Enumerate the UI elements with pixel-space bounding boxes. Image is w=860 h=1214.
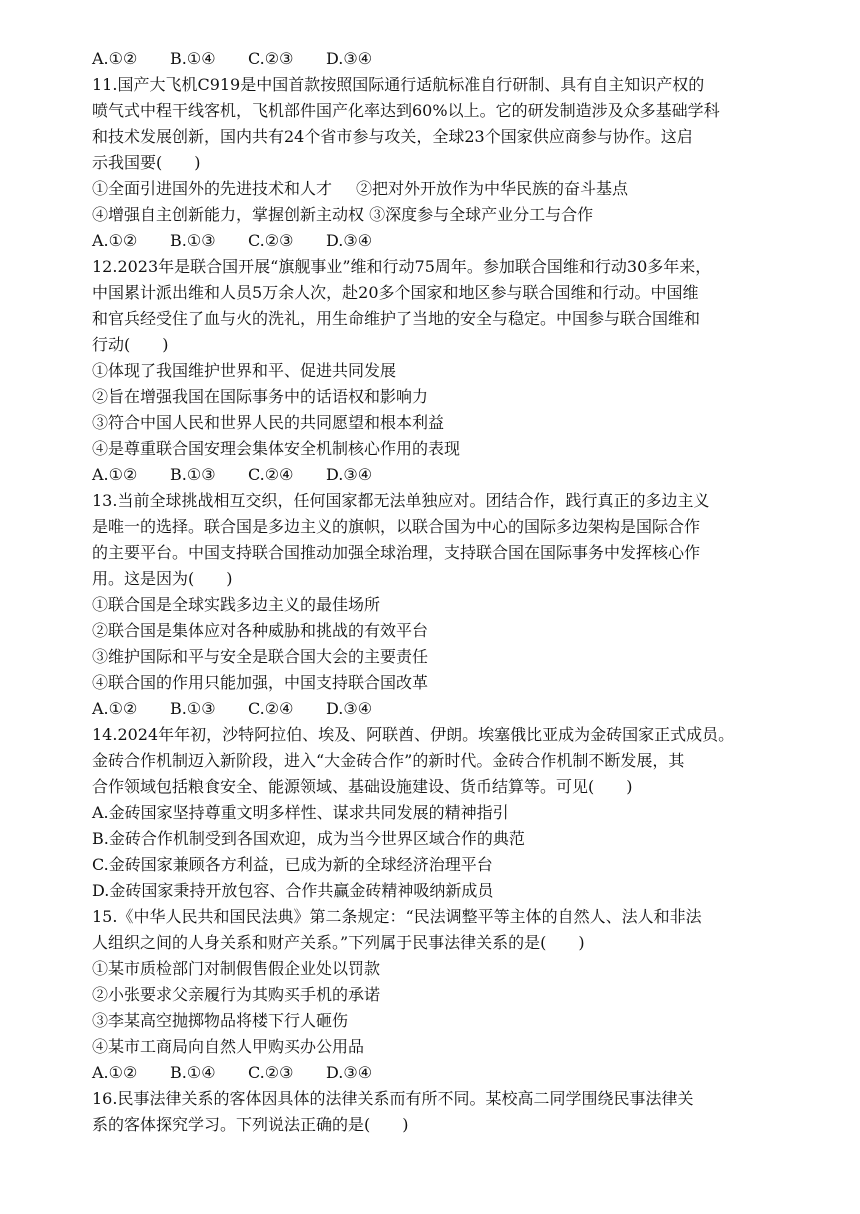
choice-1: ①体现了我国维护世界和平、促进共同发展	[92, 361, 397, 380]
answer-options	[92, 696, 772, 722]
choice-3: ③符合中国人民和世界人民的共同愿望和根本利益	[92, 413, 445, 432]
choice-4: ④某市工商局向自然人甲购买办公用品	[92, 1037, 365, 1056]
question-stem-line: 人组织之间的人身关系和财产关系。”下列属于民事法律关系的是( )	[92, 933, 585, 952]
choice-2: ②小张要求父亲履行为其购买手机的承诺	[92, 985, 381, 1004]
question-stem-line: 喷气式中程干线客机，飞机部件国产化率达到60%以上。它的研发制造涉及众多基础学科	[92, 101, 720, 120]
answer-options	[92, 462, 772, 488]
choice-2: ②旨在增强我国在国际事务中的话语权和影响力	[92, 387, 429, 406]
choice-a: A.金砖国家坚持尊重文明多样性、谋求共同发展的精神指引	[92, 803, 509, 822]
option-a: A.①②	[92, 231, 138, 250]
choice-1: ①某市质检部门对制假售假企业处以罚款	[92, 959, 381, 978]
question-11	[92, 72, 772, 254]
choice-4: ④增强自主创新能力，掌握创新主动权	[92, 205, 365, 224]
answer-options	[92, 228, 772, 254]
choice-b: B.金砖合作机制受到各国欢迎，成为当今世界区域合作的典范	[92, 829, 525, 848]
choice-row	[92, 202, 772, 228]
question-stem-line: 16.民事法律关系的客体因具体的法律关系而有所不同。某校高二同学围绕民事法律关	[92, 1089, 694, 1108]
option-a: A.①②	[92, 465, 138, 484]
question-stem-line: 中国累计派出维和人员5万余人次，赴20多个国家和地区参与联合国维和行动。中国维	[92, 283, 699, 302]
question-stem-line: 14.2024年年初，沙特阿拉伯、埃及、阿联酋、伊朗。埃塞俄比亚成为金砖国家正式成员。	[92, 725, 735, 744]
option-b: B.①③	[170, 231, 216, 250]
option-b: B.①④	[170, 1063, 216, 1082]
choice-3: ③李某高空抛掷物品将楼下行人砸伤	[92, 1011, 349, 1030]
question-15	[92, 904, 772, 1086]
option-d: D.③④	[326, 1063, 373, 1082]
q10-options	[92, 46, 772, 72]
option-c: C.②③	[248, 49, 294, 68]
option-c: C.②④	[248, 465, 294, 484]
choice-4: ④联合国的作用只能加强，中国支持联合国改革	[92, 673, 429, 692]
option-d: D.③④	[326, 465, 373, 484]
answer-options	[92, 1060, 772, 1086]
question-stem-line: 示我国要( )	[92, 153, 201, 172]
question-stem-line: 系的客体探究学习。下列说法正确的是( )	[92, 1115, 409, 1134]
question-stem-line: 的主要平台。中国支持联合国推动加强全球治理，支持联合国在国际事务中发挥核心作	[92, 543, 701, 562]
question-stem-line: 和技术发展创新，国内共有24个省市参与攻关，全球23个国家供应商参与协作。这启	[92, 127, 693, 146]
choice-2: ②把对外开放作为中华民族的奋斗基点	[356, 179, 629, 198]
question-stem-line: 金砖合作机制迈入新阶段，进入“大金砖合作”的新时代。金砖合作机制不断发展，其	[92, 751, 685, 770]
option-d: D.③④	[326, 231, 373, 250]
option-c: C.②③	[248, 231, 294, 250]
choice-c: C.金砖国家兼顾各方利益，已成为新的全球经济治理平台	[92, 855, 493, 874]
choice-d: D.金砖国家秉持开放包容、合作共赢金砖精神吸纳新成员	[92, 881, 494, 900]
option-d: D.③④	[326, 49, 373, 68]
question-16	[92, 1086, 772, 1138]
option-b: B.①④	[170, 49, 216, 68]
option-a: A.①②	[92, 49, 138, 68]
option-b: B.①③	[170, 465, 216, 484]
question-14	[92, 722, 772, 904]
choice-3: ③深度参与全球产业分工与合作	[369, 205, 594, 224]
question-stem-line: 15.《中华人民共和国民法典》第二条规定：“民法调整平等主体的自然人、法人和非法	[92, 907, 702, 926]
question-stem-line: 12.2023年是联合国开展“旗舰事业”维和行动75周年。参加联合国维和行动30多年来，	[92, 257, 712, 276]
question-stem-line: 11.国产大飞机C919是中国首款按照国际通行适航标准自行研制、具有自主知识产权的	[92, 75, 705, 94]
question-stem-line: 是唯一的选择。联合国是多边主义的旗帜，以联合国为中心的国际多边架构是国际合作	[92, 517, 701, 536]
question-stem-line: 13.当前全球挑战相互交织，任何国家都无法单独应对。团结合作，践行真正的多边主义	[92, 491, 710, 510]
choice-1: ①联合国是全球实践多边主义的最佳场所	[92, 595, 381, 614]
question-stem-line: 用。这是因为( )	[92, 569, 233, 588]
choice-1: ①全面引进国外的先进技术和人才	[92, 179, 333, 198]
choice-2: ②联合国是集体应对各种威胁和挑战的有效平台	[92, 621, 429, 640]
question-13	[92, 488, 772, 722]
question-stem-line: 合作领域包括粮食安全、能源领域、基础设施建设、货币结算等。可见( )	[92, 777, 633, 796]
question-12	[92, 254, 772, 488]
option-d: D.③④	[326, 699, 373, 718]
choice-4: ④是尊重联合国安理会集体安全机制核心作用的表现	[92, 439, 461, 458]
option-b: B.①③	[170, 699, 216, 718]
option-a: A.①②	[92, 699, 138, 718]
question-stem-line: 行动( )	[92, 335, 169, 354]
exam-page	[92, 46, 772, 1138]
choice-3: ③维护国际和平与安全是联合国大会的主要责任	[92, 647, 429, 666]
question-stem-line: 和官兵经受住了血与火的洗礼，用生命维护了当地的安全与稳定。中国参与联合国维和	[92, 309, 701, 328]
option-c: C.②③	[248, 1063, 294, 1082]
option-c: C.②④	[248, 699, 294, 718]
option-a: A.①②	[92, 1063, 138, 1082]
choice-row	[92, 176, 772, 202]
